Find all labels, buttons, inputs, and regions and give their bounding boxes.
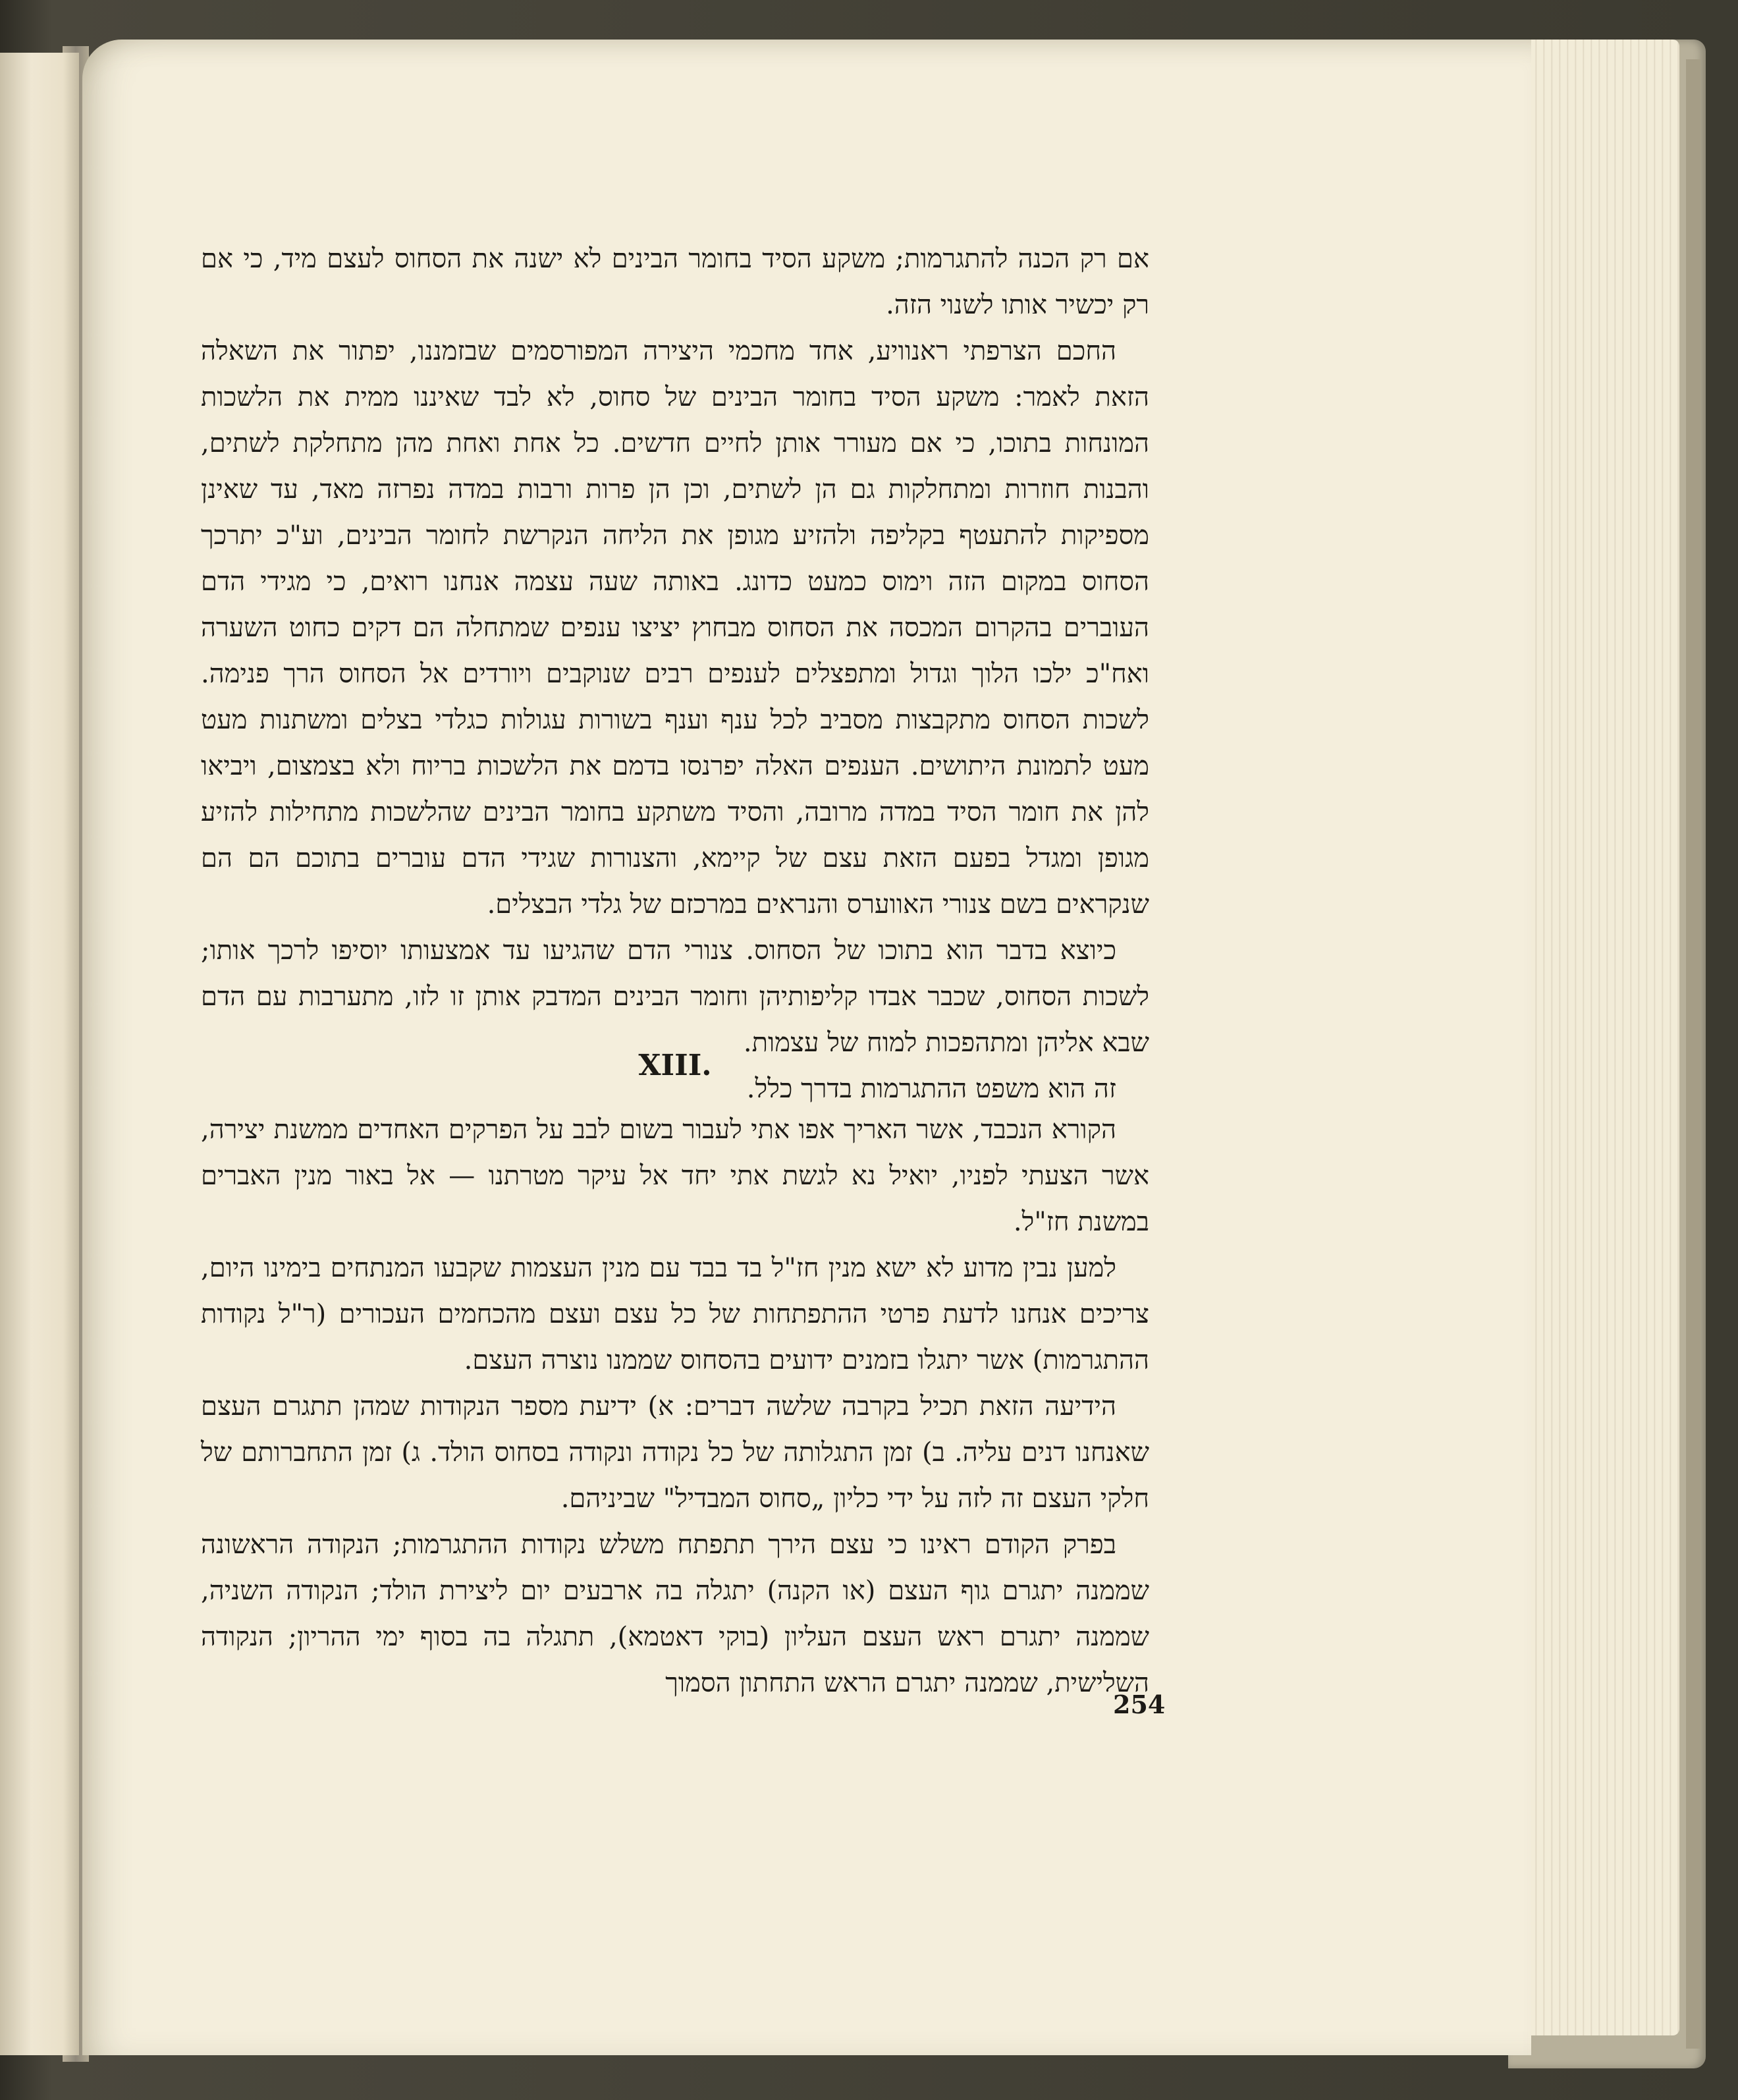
- paragraph: הידיעה הזאת תכיל בקרבה שלשה דברים: א) ידיעת מספר הנקודות שמהן תתגרם העצם שאנחנו דנים עליה. ב) זמן התגלותה של כל נקודה ונקודה בסחוס הולד. ג) זמן התחברותם של חלקי העצם זה לזה על ידי כליון „סחוס המבדיל" שביניהם.: [201, 1391, 1149, 1514]
- paragraph: בפרק הקודם ראינו כי עצם הירך תתפתח משלש נקודות ההתגרמות; הנקודה הראשונה שממנה יתגרם גוף העצם (או הקנה) יתגלה בה ארבעים יום ליצירת הולד; הנקודה השניה, שממנה יתגרם ראש העצם העליון (בוקי דאטמא), תתגלה בה בסוף ימי ההריון; הנקודה השלישית, שממנה יתגרם הראש התחתון הסמוך: [201, 1530, 1149, 1698]
- book-cover-edge: [1686, 59, 1700, 2049]
- paragraph: זה הוא משפט ההתגרמות בדרך כלל.: [746, 1074, 1116, 1104]
- body-text-top: [201, 236, 1149, 1112]
- paragraph: הקורא הנכבד, אשר האריך אפו אתי לעבור בשום לבב על הפרקים האחדים ממשנת יצירה, אשר הצעתי לפניו, יואיל נא לגשת אתי יחד אל עיקר מטרתנו — אל באור מנין האברים במשנת חז"ל.: [201, 1115, 1149, 1237]
- paragraph: כיוצא בדבר הוא בתוכו של הסחוס. צנורי הדם שהגיעו עד אמצעותו יוסיפו לרכך אותו; לשכות הסחוס, שכבר אבדו קליפותיהן וחומר הבינים המדבק אותן זו לזו, מתערבות עם הדם שבא אליהן ומתהפכות למוח של עצמות.: [201, 935, 1149, 1058]
- page-number: 254: [1113, 1690, 1166, 1719]
- paragraph: החכם הצרפתי ראנוויע, אחד מחכמי היצירה המפורסמים שבזמננו, יפתור את השאלה הזאת לאמר: משקע הסיד בחומר הבינים של סחוס, לא לבד שאיננו ממית את הלשכות המונחות בתוכו, כי אם מעורר אותן לחיים חדשים. כל אחת ואחת מהן מתחלקת לשתים, והבנות חוזרות ומתחלקות גם הן לשתים, וכן הן פרות ורבות במדה נפרזה מאד, עד שאינן מספיקות להתעטף בקליפה ולהזיע מגופן את הליחה הנקרשת לחומר הבינים, וע"כ יתרכך הסחוס במקום הזה וימוס כמעט כדונג. באותה שעה עצמה אנחנו רואים, כי מגידי הדם העוברים בהקרום המכסה את הסחוס מבחוץ יציצו ענפים שמתחלה הם דקים כחוט השערה ואח"כ ילכו הלוך וגדול ומתפצלים לענפים רבים שנוקבים ויורדים אל הסחוס הרך פנימה. לשכות הסחוס מתקבצות מסביב לכל ענף וענף בשורות עגולות כגלדי בצלים ומשתנות מעט מעט לתמונת היתושים. הענפים האלה יפרנסו בדמם את הלשכות בריוח ולא בצמצום, ויביאו להן את חומר הסיד במדה מרובה, והסיד משתקע בחומר הבינים שהלשכות מתחילות להזיע מגופן ומגדל בפעם הזאת עצם של קיימא, והצנורות שגידי הדם עוברים בתוכם הם הם שנקראים בשם צנורי האווערס והנראים במרכזם של גלדי הבצלים.: [201, 336, 1149, 920]
- paragraph: למען נבין מדוע לא ישא מנין חז"ל בד בבד עם מנין העצמות שקבעו המנתחים בימינו היום, צריכים אנחנו לדעת פרטי ההתפתחות של כל עצם ועצם מהכחמים העכורים (ר"ל נקודות ההתגרמות) אשר יתגלו בזמנים ידועים בהסחוס שממנו נוצרה העצם.: [201, 1253, 1149, 1375]
- paragraph: אם רק הכנה להתגרמות; משקע הסיד בחומר הבינים לא ישנה את הסחוס לעצם מיד, כי אם רק יכשיר אותו לשנוי הזה.: [201, 244, 1149, 320]
- body-text-bottom: [201, 1107, 1149, 1706]
- previous-page-edge: [0, 53, 79, 2055]
- section-heading: XIII.: [638, 1049, 712, 1082]
